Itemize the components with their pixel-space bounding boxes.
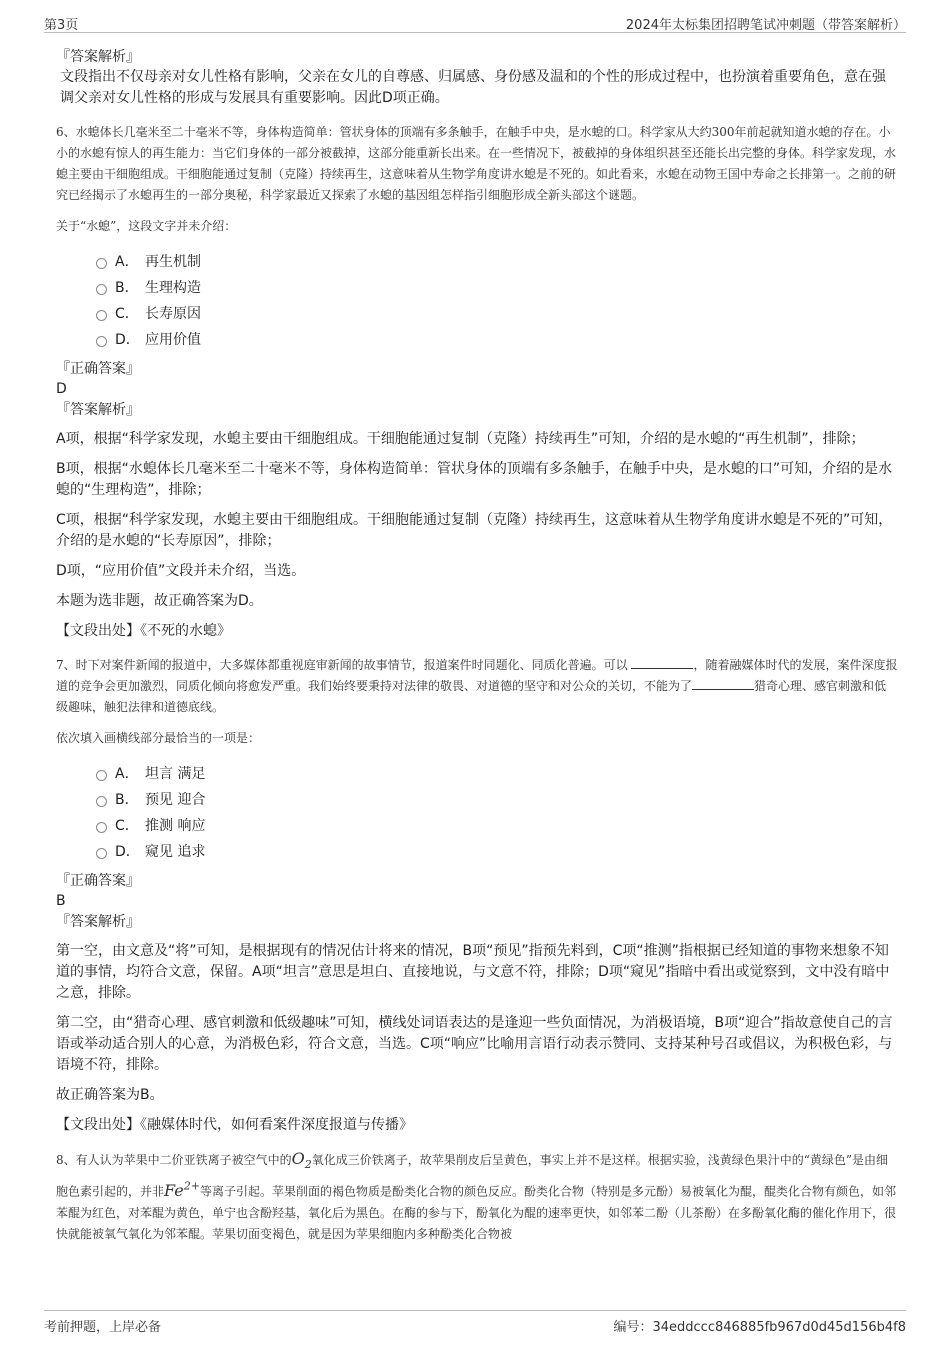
radio-button[interactable] <box>96 796 107 807</box>
analysis-label: 『答案解析』 <box>56 914 140 930</box>
question-text: 7、时下对案件新闻的报道中，大多媒体都重视庭审新闻的故事情节，报道案件时同题化、同质化普遍。可以 ，随着融媒体时代的发展，案件深度报道的竞争会更加激烈，同质化倾向将愈发严重。我们始终要秉持对法律的敬畏、对道德的坚守和对公众的关切，不能为了 猎奇心理、感官刺激和低级趣味，触犯法律和道德底线。 <box>56 658 898 714</box>
analysis-paragraph: C项，根据“科学家发现，水螅主要由干细胞组成。干细胞能通过复制（克隆）持续再生，这意味着从生物学角度讲水螅是不死的”可知，介绍的是水螅的“长寿原因”，排除； <box>56 512 893 549</box>
radio-button[interactable] <box>96 310 107 321</box>
option-c[interactable]: C． 长寿原因 <box>56 301 898 327</box>
radio-button[interactable] <box>96 770 107 781</box>
analysis-paragraph: 第二空，由“猎奇心理、感官刺激和低级趣味”可知，横线处词语表达的是逢迎一些负面情况，为消极语境，B项“迎合”指故意使自己的言语或举动适合别人的心意，为消极色彩，符合文意，当选。C项“响应”比喻用言语行动表示赞同、支持某种号召或倡议，为积极色彩，与语境不符，排除。 <box>56 1015 893 1073</box>
radio-button[interactable] <box>96 258 107 269</box>
options-list <box>56 761 898 865</box>
page-number: 第3页 <box>44 18 79 33</box>
analysis-text: 文段指出不仅母亲对女儿性格有影响，父亲在女儿的自尊感、归属感、身份感及温和的个性的形成过程中，也扮演着重要角色，意在强调父亲对女儿性格的形成与发展具有重要影响。因此D项正确。 <box>60 69 886 106</box>
document-title: 2024年太标集团招聘笔试冲刺题（带答案解析） <box>625 18 906 33</box>
option-a[interactable]: A． 再生机制 <box>56 249 898 275</box>
analysis-paragraph: 故正确答案为B。 <box>56 1087 164 1103</box>
formula-fe2plus: $Fe^{2+}$ <box>164 1179 200 1200</box>
analysis-label: 『答案解析』 <box>56 402 140 418</box>
fill-blank <box>692 677 754 690</box>
footer-slogan: 考前押题，上岸必备 <box>44 1320 162 1335</box>
option-c[interactable]: C． 推测 响应 <box>56 813 898 839</box>
analysis-paragraph: A项，根据“科学家发现，水螅主要由干细胞组成。干细胞能通过复制（克隆）持续再生”可知，介绍的是水螅的“再生机制”，排除； <box>56 431 865 447</box>
source-citation: 【文段出处】《融媒体时代，如何看案件深度报道与传播》 <box>56 1117 413 1133</box>
question-prompt: 关于“水螅”，这段文字并未介绍： <box>56 219 237 233</box>
document-content <box>56 44 898 1245</box>
page-footer <box>44 1310 906 1333</box>
question-8 <box>56 1148 898 1245</box>
question-7 <box>56 655 898 1136</box>
radio-button[interactable] <box>96 336 107 347</box>
formula-o2: $O_2$ <box>291 1149 312 1172</box>
option-b[interactable]: B． 预见 迎合 <box>56 787 898 813</box>
analysis-paragraph: 第一空，由文意及“将”可知，是根据现有的情况估计将来的情况，B项“预见”指预先料到，C项“推测”指根据已经知道的事物来想象不知道的事情，均符合文意，保留。A项“坦言”意思是坦白、直接地说，与文意不符，排除；D项“窥见”指暗中看出或觉察到，文中没有暗中之意，排除。 <box>56 943 890 1001</box>
option-d[interactable]: D． 窥见 追求 <box>56 839 898 865</box>
analysis-label: 『答案解析』 <box>56 49 140 65</box>
correct-answer: B <box>56 893 66 909</box>
question-text: 8、有人认为苹果中二价亚铁离子被空气中的$O_2$氧化成三价铁离子，故苹果削皮后呈黄色，事实上并不是这样。根据实验，浅黄绿色果汁中的“黄绿色”是由细胞色素引起的，并非$Fe^{2+}$等离子引起。苹果削面的褐色物质是酚类化合物的颜色反应。酚类化合物（特别是多元酚）易被氧化为醌，醌类化合物有颜色，如邻苯醌为红色，对苯醌为黄色，单宁也含酚羟基，氧化后为黑色。在酶的参与下，酚氧化为醌的速率更快，如邻苯二酚（儿茶酚）在多酚氧化酶的催化作用下，很快就能被氧气氧化为邻苯醌。苹果切面变褐色，就是因为苹果细胞内多种酚类化合物被 <box>56 1149 897 1241</box>
option-d[interactable]: D． 应用价值 <box>56 327 898 353</box>
analysis-paragraph: D项，“应用价值”文段并未介绍，当选。 <box>56 563 306 579</box>
option-a[interactable]: A． 坦言 满足 <box>56 761 898 787</box>
q5-analysis <box>56 47 898 109</box>
page-header <box>44 12 906 33</box>
option-b[interactable]: B． 生理构造 <box>56 275 898 301</box>
radio-button[interactable] <box>96 284 107 295</box>
fill-blank <box>631 656 693 669</box>
source-citation: 【文段出处】《不死的水螅》 <box>56 623 231 639</box>
radio-button[interactable] <box>96 848 107 859</box>
radio-button[interactable] <box>96 822 107 833</box>
analysis-paragraph: 本题为选非题，故正确答案为D。 <box>56 593 263 609</box>
correct-answer-label: 『正确答案』 <box>56 873 140 889</box>
question-prompt: 依次填入画横线部分最恰当的一项是： <box>56 731 261 745</box>
correct-answer-label: 『正确答案』 <box>56 361 140 377</box>
correct-answer: D <box>56 381 67 397</box>
analysis-paragraph: B项，根据“水螅体长几毫米至二十毫米不等，身体构造简单：管状身体的顶端有多条触手，在触手中央，是水螅的口”可知，介绍的是水螅的“生理构造”，排除； <box>56 461 893 498</box>
question-text: 6、水螅体长几毫米至二十毫米不等，身体构造简单：管状身体的顶端有多条触手，在触手中央，是水螅的口。科学家从大约300年前起就知道水螅的存在。小小的水螅有惊人的再生能力：当它们身体的一部分被截掉，这部分能重新长出来。在一些情况下，被截掉的身体组织甚至还能长出完整的身体。科学家发现，水螅主要由干细胞组成。干细胞能通过复制（克隆）持续再生，这意味着从生物学角度讲水螅是不死的。如此看来，水螅在动物王国中寿命之长排第一。之前的研究已经揭示了水螅再生的一部分奥秘，科学家最近又探索了水螅的基因组怎样指引细胞形成全新头部这个谜题。 <box>56 125 897 202</box>
question-6 <box>56 122 898 642</box>
options-list <box>56 249 898 353</box>
document-code: 编号：34eddccc846885fb967d0d45d156b4f8 <box>613 1320 906 1335</box>
